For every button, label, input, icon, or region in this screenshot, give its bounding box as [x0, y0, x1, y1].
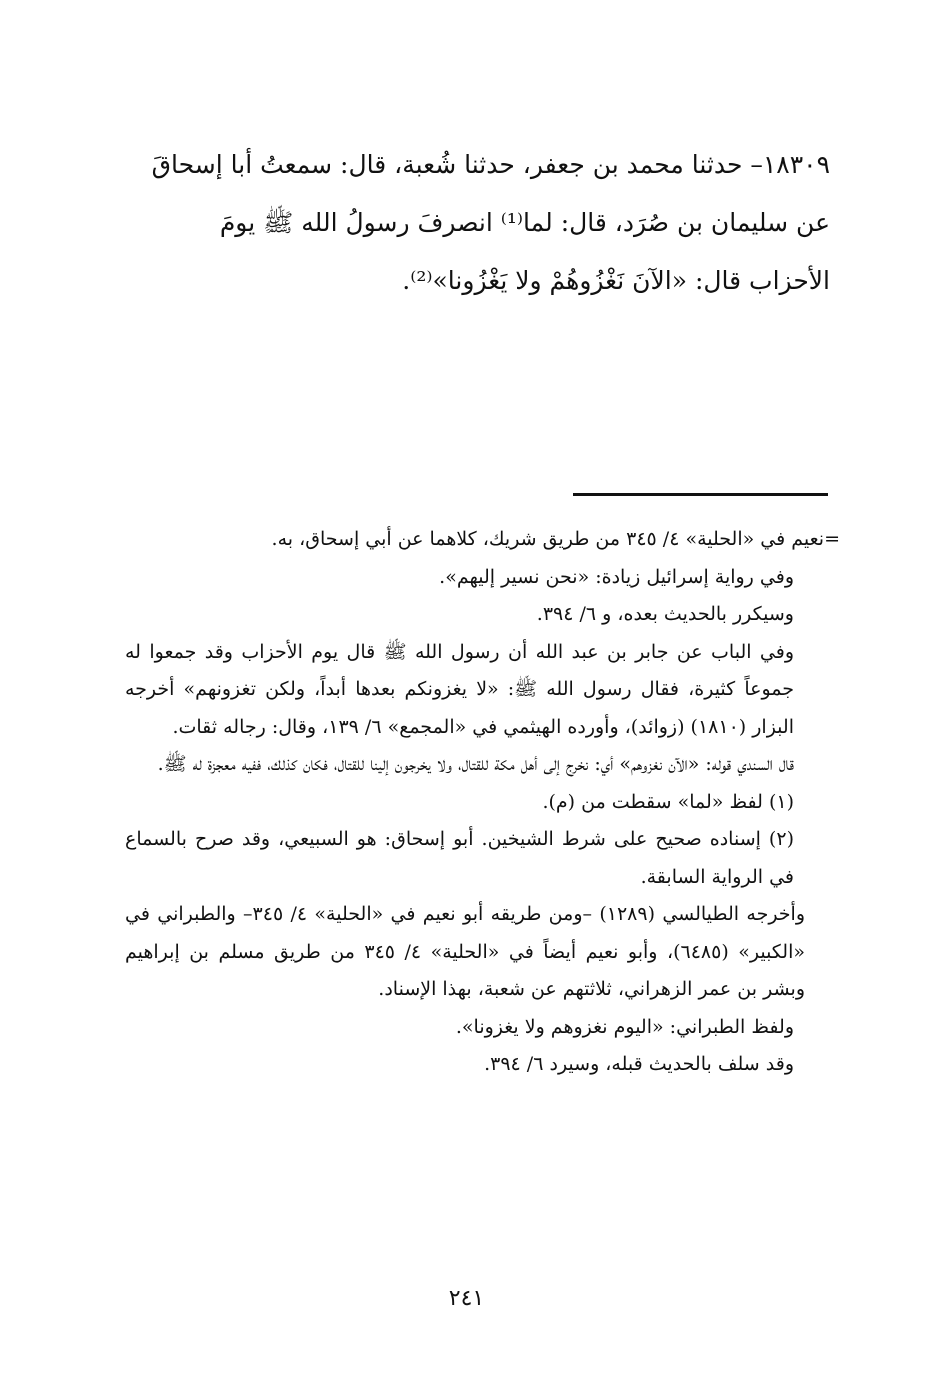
- footnote-2: (٢) إسناده صحيح على شرط الشيخين. أبو إسحاق: هو السبيعي، وقد صرح بالسماع في الرواية السابقة.: [125, 828, 794, 888]
- footnote-separator: [573, 493, 828, 496]
- footnote-paragraph: قال السندي قوله: «الآن نغزوهم» أي: نخرج إلى أهل مكة للقتال، ولا يخرجون إلينا للقتال، فكان كذلك، ففيه معجزة له ﷺ.: [157, 753, 794, 775]
- footnote-paragraph: وفي الباب عن جابر بن عبد الله أن رسول الله ﷺ قال يوم الأحزاب وقد جمعوا له جموعاً كثيرة، فقال رسول الله ﷺ: «لا يغزونكم بعدها أبداً، ولكن تغزونهم» أخرجه البزار (١٨١٠) (زوائد)، وأورده الهيثمي في «المجمع» ٦/ ١٣٩، وقال: رجاله ثقات.: [125, 640, 794, 738]
- footnote-line: وسيكرر بالحديث بعده، و ٦/ ٣٩٤.: [536, 603, 794, 625]
- footnote-line: =نعيم في «الحلية» ٤/ ٣٤٥ من طريق شريك، كلاهما عن أبي إسحاق، به.: [271, 528, 840, 550]
- hadith-text: [120, 136, 830, 310]
- footnote-paragraph: وأخرجه الطيالسي (١٢٨٩) –ومن طريقه أبو نعيم في «الحلية» ٤/ ٣٤٥– والطبراني في «الكبير» (٦٤٨٥)، وأبو نعيم أيضاً في «الحلية» ٤/ ٣٤٥ من طريق مسلم بن إبراهيم وبشر بن عمر الزهراني، ثلاثتهم عن شعبة، بهذا الإسناد.: [125, 903, 806, 1000]
- hadith-line: ١٨٣٠٩– حدثنا محمد بن جعفر، حدثنا شُعبة، قال: سمعتُ أبا إسحاقَ: [151, 150, 830, 179]
- footnote-line: وقد سلف بالحديث قبله، وسيرد ٦/ ٣٩٤.: [484, 1053, 794, 1075]
- footnote-line: وفي رواية إسرائيل زيادة: «نحن نسير إليهم».: [439, 565, 794, 588]
- hadith-line: الأحزاب قال: «الآنَ نَغْزُوهُمْ ولا يَغْزُونا»⁽²⁾.: [402, 266, 830, 295]
- page-number: ٢٤١: [448, 1286, 485, 1311]
- hadith-line: عن سليمان بن صُرَد، قال: لما⁽¹⁾ انصرفَ رسولُ الله ﷺ يومَ: [219, 208, 830, 237]
- footnote-line: ولفظ الطبراني: «اليوم نغزوهم ولا يغزونا».: [455, 1015, 794, 1038]
- footnotes-section: [125, 521, 840, 1084]
- footnote-1: (١) لفظ «لما» سقطت من (م).: [542, 790, 794, 813]
